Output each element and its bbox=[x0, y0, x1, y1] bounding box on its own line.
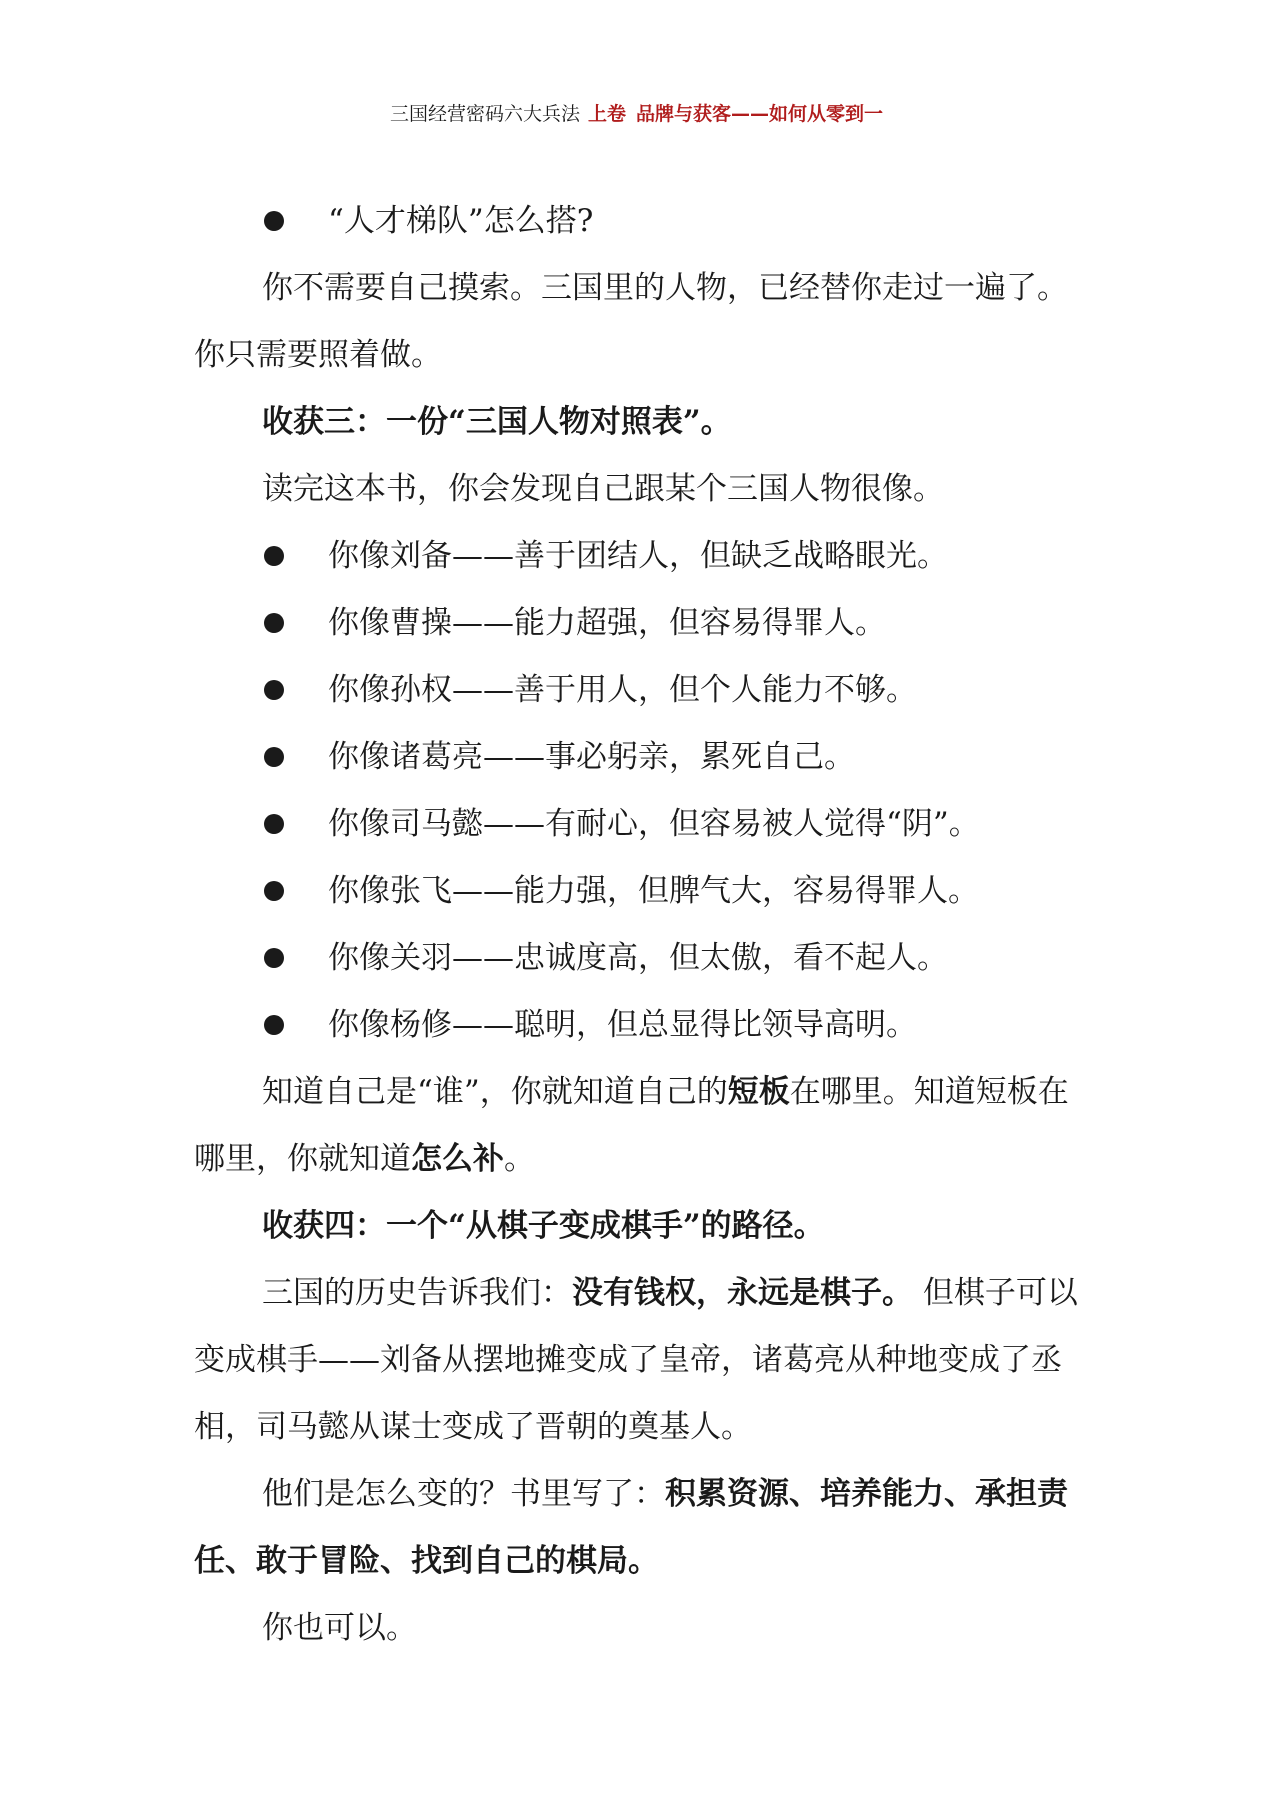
list-item bbox=[194, 925, 1084, 992]
list-item-text: 你像张飞——能力强，但脾气大，容易得罪人。 bbox=[328, 873, 979, 909]
paragraph-how-they-changed bbox=[194, 1461, 1084, 1595]
bullet-text: “人才梯队”怎么搭? bbox=[328, 203, 594, 239]
paragraph-follow-along: 你不需要自己摸索。三国里的人物，已经替你走过一遍了。你只需要照着做。 bbox=[194, 270, 1068, 373]
list-item-text: 你像孙权——善于用人，但个人能力不够。 bbox=[328, 672, 917, 708]
bullet-dot-icon bbox=[264, 546, 284, 566]
paragraph-history-lesson bbox=[194, 1260, 1084, 1461]
text-run: 。 bbox=[504, 1141, 535, 1177]
text-run: 三国的历史告诉我们： bbox=[262, 1275, 572, 1311]
list-item bbox=[194, 791, 1084, 858]
text-run: 但棋子可以变成棋手——刘备从摆地摊变成了皇帝，诸葛亮从种地变成了丞相，司马懿从谋士变成了晋朝的奠基人。 bbox=[194, 1275, 1078, 1445]
emphasis-pawn: 没有钱权，永远是棋子。 bbox=[572, 1275, 913, 1311]
list-item bbox=[194, 523, 1084, 590]
section-heading-gain-four: 收获四：一个“从棋子变成棋手”的路径。 bbox=[262, 1208, 825, 1244]
list-item bbox=[194, 657, 1084, 724]
emphasis-how-to-fix: 怎么补 bbox=[411, 1141, 504, 1177]
bullet-dot-icon bbox=[264, 881, 284, 901]
list-item-text: 你像刘备——善于团结人，但缺乏战略眼光。 bbox=[328, 538, 948, 574]
text-run: 在哪里。知道短板在哪里，你就知道 bbox=[194, 1074, 1069, 1177]
section-heading-gain-three: 收获三：一份“三国人物对照表”。 bbox=[262, 404, 732, 440]
list-item-text: 你像诸葛亮——事必躬亲，累死自己。 bbox=[328, 739, 855, 775]
bullet-dot-icon bbox=[264, 680, 284, 700]
bullet-dot-icon bbox=[264, 1015, 284, 1035]
bullet-dot-icon bbox=[264, 747, 284, 767]
list-item bbox=[194, 724, 1084, 791]
bullet-dot-icon bbox=[264, 948, 284, 968]
paragraph-know-yourself bbox=[194, 1059, 1084, 1193]
text-run: 他们是怎么变的？书里写了： bbox=[262, 1476, 665, 1512]
book-series-title: 三国经营密码六大兵法 bbox=[389, 103, 580, 125]
list-item-text: 你像曹操——能力超强，但容易得罪人。 bbox=[328, 605, 886, 641]
paragraph-character-intro: 读完这本书，你会发现自己跟某个三国人物很像。 bbox=[262, 471, 944, 507]
bullet-dot-icon bbox=[264, 814, 284, 834]
list-item bbox=[194, 992, 1084, 1059]
paragraph-you-can-too: 你也可以。 bbox=[262, 1610, 417, 1646]
page-body bbox=[194, 188, 1084, 1662]
list-item-text: 你像司马懿——有耐心，但容易被人觉得“阴”。 bbox=[328, 806, 980, 842]
emphasis-shortboard: 短板 bbox=[727, 1074, 790, 1110]
bullet-dot-icon bbox=[264, 613, 284, 633]
list-item bbox=[194, 858, 1084, 925]
page-header bbox=[0, 100, 1273, 128]
bullet-item-talent-ladder bbox=[194, 188, 1084, 255]
text-run: 知道自己是“谁”，你就知道自己的 bbox=[262, 1074, 728, 1110]
list-item bbox=[194, 590, 1084, 657]
volume-subtitle: 品牌与获客——如何从零到一 bbox=[636, 103, 884, 125]
list-item-text: 你像关羽——忠诚度高，但太傲，看不起人。 bbox=[328, 940, 948, 976]
character-list bbox=[194, 523, 1084, 1059]
emphasis-five-steps: 积累资源、培养能力、承担责任、敢于冒险、找到自己的棋局。 bbox=[194, 1476, 1068, 1579]
volume-label: 上卷 bbox=[587, 103, 626, 125]
list-item-text: 你像杨修——聪明，但总显得比领导高明。 bbox=[328, 1007, 917, 1043]
bullet-dot-icon bbox=[264, 211, 284, 231]
